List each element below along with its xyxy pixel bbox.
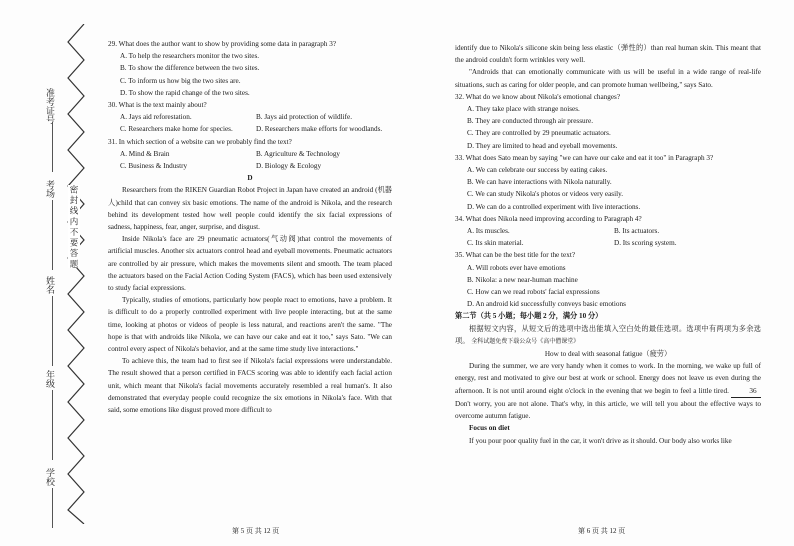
q34-option-a: A. Its muscles.: [467, 227, 510, 236]
q29-option-a: A. To help the researchers monitor the two sites.: [120, 52, 260, 61]
exam-id-line: [52, 122, 53, 172]
section-2-instructions: [455, 323, 761, 348]
q33-option-a: A. We can celebrate our success by eating cakes.: [467, 166, 608, 175]
q35-option-a: A. Will robots ever have emotions: [467, 263, 566, 272]
q29-option-d: D. To show the rapid change of the two sites.: [120, 88, 250, 97]
passage-d-paragraph-4: To achieve this, the team had to first see if Nikola's facial expressions were understandable. The result showed that a person certified in FACS scoring was able to identify each facial action unit, which meant that Nikola's facial movements accurately resembled a real human's. It also demonstrated that everyday people could recognize the six emotions in Nikola's face. With that said, some emotions like disgust proved more difficult to: [108, 357, 392, 415]
q34-option-b: B. Its actuators.: [614, 227, 660, 236]
section-2-title: 第二节（共 5 小题；每小题 2 分，满分 10 分）: [455, 312, 603, 321]
q30-stem: 30. What is the text mainly about?: [108, 101, 207, 110]
exam-id-label: 准考证号: [45, 88, 55, 124]
q31-options-row2: [108, 160, 392, 172]
q34-options-row2: [455, 237, 761, 249]
passage-paragraph-2: If you pour poor quality fuel in the car, it won't drive as it should. Our body also works like: [469, 436, 732, 445]
exam-room-label: 考场: [45, 180, 55, 198]
blank-36[interactable]: 36: [731, 385, 761, 398]
q35-option-d: D. An android kid successfully conveys basic emotions: [467, 300, 626, 309]
q34-option-d: D. Its scoring system.: [614, 239, 677, 248]
q30-option-c: C. Researchers make home for species.: [120, 125, 233, 134]
passage-paragraph-1-after: Don't worry, you are not alone. That's why, in this article, we will tell you about the effective ways to overcome autumn fatigue.: [455, 399, 761, 421]
q31-option-b: B. Agriculture & Technology: [256, 149, 341, 158]
q35-option-c: C. How can we read robots' facial expressions: [467, 288, 600, 297]
passage-paragraph-1-before: During the summer, we are very handy when it comes to work. In the morning, we wake up full of energy, rest and motivated to give our best at work or school. Energy does not leave us even during the afternoon. It is not until around eight o'clock in the evening that we begin to feel a little tired.: [455, 362, 761, 395]
seal-warning-text: 密 封 线 内 不 要 答 题: [69, 185, 79, 268]
section-d-heading: D: [247, 174, 253, 183]
q32-option-d: D. They are limited to head and eyeball movements.: [467, 141, 618, 150]
q33-option-b: B. We can have interactions with Nikola naturally.: [467, 178, 612, 187]
grade-label: 年级: [45, 370, 55, 388]
passage-d-paragraph-5: "Androids that can emotionally communicate with us will be useful in a wide range of real-life situations, such as caring for older people, and can promote human wellbeing," says Sato.: [455, 68, 761, 89]
passage-d-paragraph-4-continued: identify due to Nikola's silicone skin being less elastic（弹性的）than real human skin. This meant that the android couldn't form wrinkles very well.: [455, 44, 761, 65]
grade-line: [52, 390, 53, 460]
q30-options-row2: [108, 123, 392, 135]
q34-option-c: C. Its skin material.: [467, 239, 524, 248]
passage-d-paragraph-3: Typically, studies of emotions, particularly how people react to emotions, have a problem. It is difficult to do a properly controlled experiment with live people interacting, but at the same time, looking at photos or videos of people is less natural, and reactions aren't the same. "The hope is that with androids like Nikola, we can have our cake and eat it too," says Sato. "We can control every aspect of Nikola's behavior, and at the same time study live interactions.": [108, 296, 392, 354]
q30-option-b: B. Jays aid protection of wildlife.: [256, 113, 353, 122]
q29-option-b: B. To show the difference between the two sites.: [120, 64, 260, 73]
q31-option-d: D. Biology & Ecology: [256, 162, 322, 171]
name-line: [52, 296, 53, 366]
q32-option-a: A. They take place with strange noises.: [467, 105, 580, 114]
q32-option-c: C. They are controlled by 29 pneumatic actuators.: [467, 129, 611, 138]
q32-stem: 32. What do we know about Nikola's emotional changes?: [455, 92, 621, 101]
binding-strip: [0, 0, 100, 546]
passage-d-paragraph-1: Researchers from the RIKEN Guardian Robot Project in Japan have created an android (机器人)child that can convey six basic emotions. The name of the android is Nikola, and the research behind its development tested how well people could identify the six facial expressions of sadness, happiness, fear, anger, surprise, and disgust.: [108, 186, 392, 232]
right-column: [455, 42, 761, 447]
section-2-instruction-text: 根据短文内容，从短文后的选项中选出能填入空白处的最佳选项。选项中有两项为多余选项。: [455, 324, 761, 345]
q31-options-row1: [108, 148, 392, 160]
q29-option-c: C. To inform us how big the two sites are.: [120, 76, 241, 85]
q32-option-b: B. They are conducted through air pressure.: [467, 117, 594, 126]
right-page-number: 第 6 页 共 12 页: [578, 527, 626, 535]
left-page-number: 第 5 页 共 12 页: [232, 527, 280, 535]
q30-option-d: D. Researchers make efforts for woodlands.: [256, 125, 383, 134]
focus-on-diet-heading: Focus on diet: [469, 424, 510, 433]
q33-stem: 33. What does Sato mean by saying "we can have our cake and eat it too" in Paragraph 3?: [455, 153, 714, 162]
passage-paragraph-1: [455, 360, 761, 422]
q31-option-a: A. Mind & Brain: [120, 149, 170, 158]
q35-option-b: B. Nikola: a new near-human machine: [467, 275, 578, 284]
q33-option-d: D. We can do a controlled experiment with live interactions.: [467, 202, 641, 211]
q29-stem: 29. What does the author want to show by providing some data in paragraph 3?: [108, 40, 337, 48]
q30-option-a: A. Jays aid reforestation.: [120, 113, 192, 122]
q31-stem: 31. In which section of a website can we probably find the text?: [108, 137, 292, 146]
passage-title: How to deal with seasonal fatigue（疲劳）: [544, 350, 672, 359]
q34-options-row1: [455, 225, 761, 237]
q30-options-row1: [108, 111, 392, 123]
q33-option-c: C. We can study Nikola's photos or videos very easily.: [467, 190, 624, 199]
seal-zigzag-line: [62, 24, 92, 524]
section-2-note: 全科试题免费下载公众号《高中僧课堂》: [471, 338, 580, 345]
q34-stem: 34. What does Nikola need improving according to Paragraph 4?: [455, 214, 642, 223]
school-line: [52, 488, 53, 528]
left-column: [108, 38, 392, 416]
school-label: 学校: [45, 468, 55, 486]
exam-room-line: [52, 200, 53, 270]
q31-option-c: C. Business & Industry: [120, 162, 188, 171]
q35-stem: 35. What can be the best title for the text?: [455, 251, 576, 260]
passage-d-paragraph-2: Inside Nikola's face are 29 pneumatic actuators(气动阀)that control the movements of artificial muscles. Another six actuators control head and eyeball movements. Pneumatic actuators are controlled by air pressure, which makes the movements silent and smooth. The team placed the actuators based on the Facial Action Coding System (FACS), which has been used extensively to study facial expressions.: [108, 235, 392, 293]
name-label: 姓名: [45, 276, 55, 294]
